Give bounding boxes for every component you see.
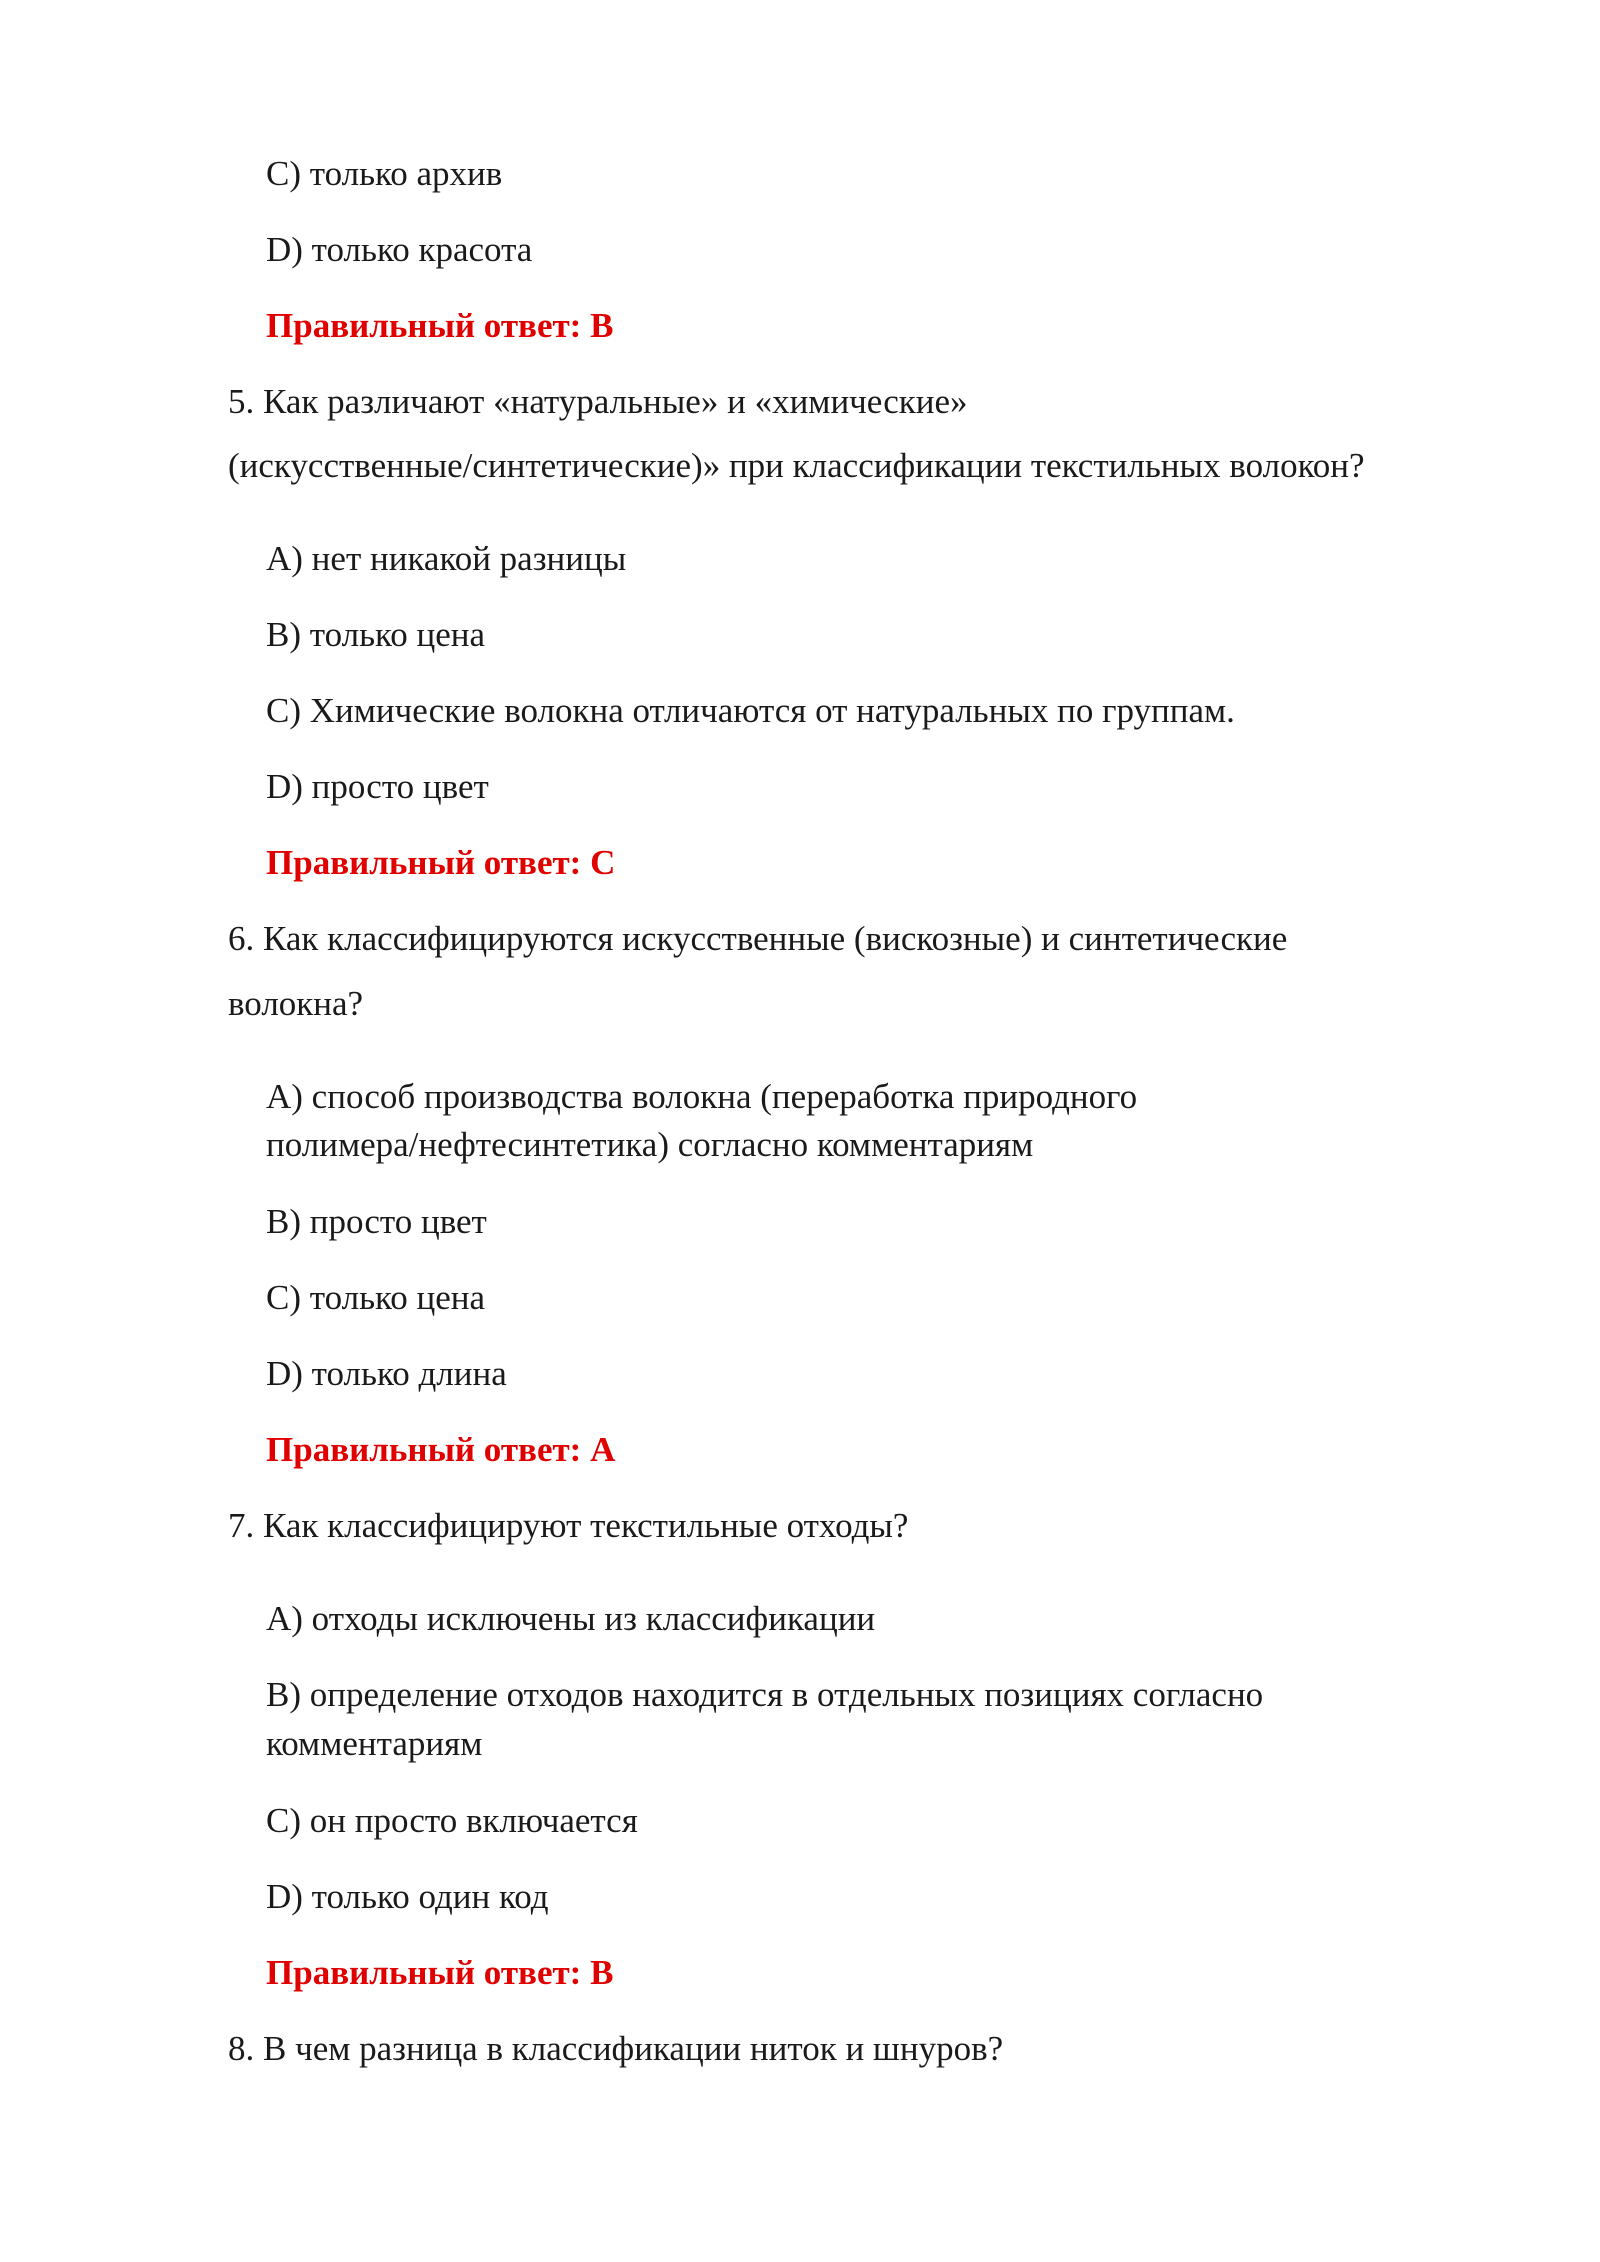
question-8-line-1: 8. В чем разница в классификации ниток и шнуров? (228, 2029, 1004, 2068)
question-5-line-2: (искусственные/синтетические)» при классификации текстильных волокон? (228, 446, 1365, 485)
question-6-option-a-line-2: полимера/нефтесинтетика) согласно комментариям (266, 1125, 1034, 1164)
question-7-option-b-line-1: B) определение отходов находится в отдельных позициях согласно (266, 1675, 1264, 1714)
question-5-option-d: D) просто цвет (266, 767, 489, 806)
question-5-option-a: A) нет никакой разницы (266, 539, 627, 578)
question-7-option-d: D) только один код (266, 1877, 549, 1916)
question-6-answer: Правильный ответ: A (266, 1430, 616, 1469)
question-5-answer: Правильный ответ: C (266, 843, 616, 882)
question-7-answer: Правильный ответ: B (266, 1953, 614, 1992)
question-6-option-d: D) только длина (266, 1354, 507, 1393)
question-7-line-1: 7. Как классифицируют текстильные отходы? (228, 1506, 909, 1545)
question-6-option-c: C) только цена (266, 1278, 486, 1317)
option-c: C) только архив (266, 154, 503, 193)
question-5-option-c: C) Химические волокна отличаются от натуральных по группам. (266, 691, 1235, 730)
question-6-line-1: 6. Как классифицируются искусственные (вискозные) и синтетические (228, 919, 1288, 958)
question-7-option-a: A) отходы исключены из классификации (266, 1599, 876, 1638)
question-7-option-c: C) он просто включается (266, 1801, 638, 1840)
question-5-option-b: B) только цена (266, 615, 486, 654)
question-6-line-2: волокна? (228, 984, 364, 1023)
question-6-option-b: B) просто цвет (266, 1202, 487, 1241)
option-d: D) только красота (266, 230, 533, 269)
question-6-option-a-line-1: A) способ производства волокна (переработка природного (266, 1077, 1138, 1116)
correct-answer: Правильный ответ: B (266, 306, 614, 345)
question-5-line-1: 5. Как различают «натуральные» и «химические» (228, 382, 968, 421)
question-7-option-b-line-2: комментариям (266, 1724, 483, 1763)
